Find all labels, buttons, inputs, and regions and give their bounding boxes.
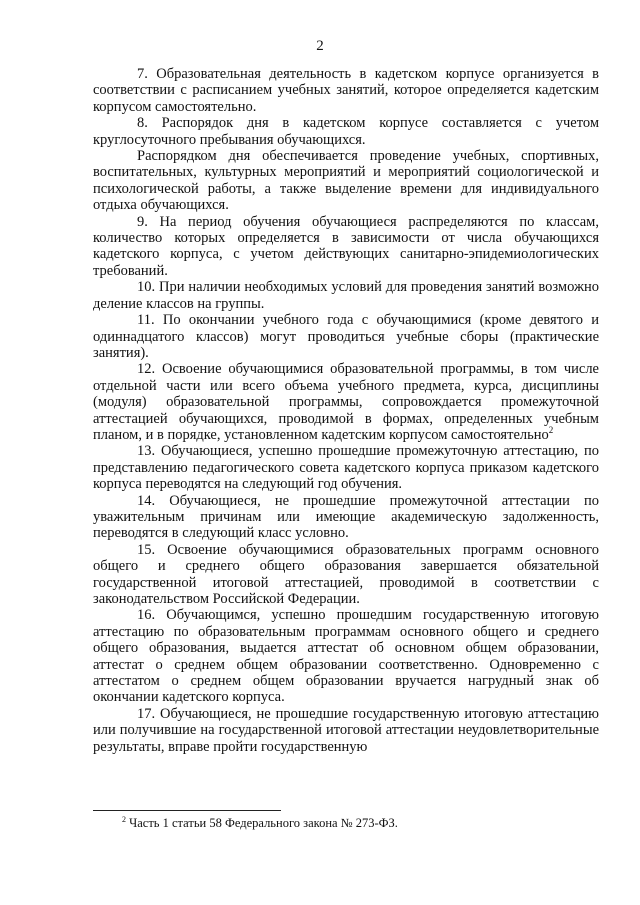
paragraph-13: 13. Обучающиеся, успешно прошедшие промежуточную аттестацию, по представлению педагогического совета кадетского корпуса приказом кадетского корпуса переводятся на следующий год обучения. bbox=[93, 443, 599, 493]
footnote-text: Часть 1 статьи 58 Федерального закона № 273-ФЗ. bbox=[129, 816, 398, 830]
footnote-divider bbox=[93, 810, 281, 811]
paragraph-16: 16. Обучающимся, успешно прошедшим государственную итоговую аттестацию по образовательным программам основного общего и среднего общего образования, выдается аттестат об основном общем образовании, аттестат о среднем общем образовании соответственно. Одновременно с аттестатом о среднем общем образовании вручается нагрудный знак об окончании кадетского корпуса. bbox=[93, 607, 599, 706]
paragraph-11: 11. По окончании учебного года с обучающимися (кроме девятого и одиннадцатого классов) могут проводиться учебные сборы (практические занятия). bbox=[93, 312, 599, 361]
paragraph-12: 12. Освоение обучающимися образовательной программы, в том числе отдельной части или всего объема учебного предмета, курса, дисциплины (модуля) образовательной программы, сопровождается промежуточной аттестацией обучающихся, проводимой в формах, определенных учебным планом, и в порядке, установленном кадетским корпусом самостоятельно$^2$ bbox=[93, 361, 599, 443]
footnote-reference: 2 bbox=[548, 425, 554, 436]
footnote bbox=[122, 816, 398, 831]
footnote-mark: 2 bbox=[122, 814, 126, 824]
page-number: 2 bbox=[316, 38, 324, 54]
paragraph-7: 7. Образовательная деятельность в кадетском корпусе организуется в соответствии с расписанием учебных занятий, которое определяется кадетским корпусом самостоятельно. bbox=[93, 66, 599, 115]
paragraph-14: 14. Обучающиеся, не прошедшие промежуточной аттестации по уважительным причинам или имеющие академическую задолженность, переводятся в следующий класс условно. bbox=[93, 492, 599, 542]
paragraph-17: 17. Обучающиеся, не прошедшие государственную итоговую аттестацию или получившие на государственной итоговой аттестации неудовлетворительные результаты, вправе пройти государственную bbox=[93, 705, 599, 755]
paragraph-9: 9. На период обучения обучающиеся распределяются по классам, количество которых определяется в зависимости от числа обучающихся кадетского корпуса, с учетом действующих санитарно-эпидемиологических требований. bbox=[93, 213, 599, 279]
paragraph-8: 8. Распорядок дня в кадетском корпусе составляется с учетом круглосуточного пребывания обучающихся. bbox=[93, 115, 599, 148]
paragraph-8-continued: Распорядком дня обеспечивается проведение учебных, спортивных, воспитательных, культурных мероприятий и мероприятий социологической и психологической работы, а также выделение времени для индивидуального отдыха обучающихся. bbox=[93, 148, 599, 214]
paragraph-15: 15. Освоение обучающимися образовательных программ основного общего и среднего общего образования завершается обязательной государственной итоговой аттестацией, проводимой в соответствии с законодательством Российской Федерации. bbox=[93, 541, 599, 607]
paragraph-10: 10. При наличии необходимых условий для проведения занятий возможно деление классов на группы. bbox=[93, 279, 599, 312]
document-body bbox=[93, 66, 599, 755]
